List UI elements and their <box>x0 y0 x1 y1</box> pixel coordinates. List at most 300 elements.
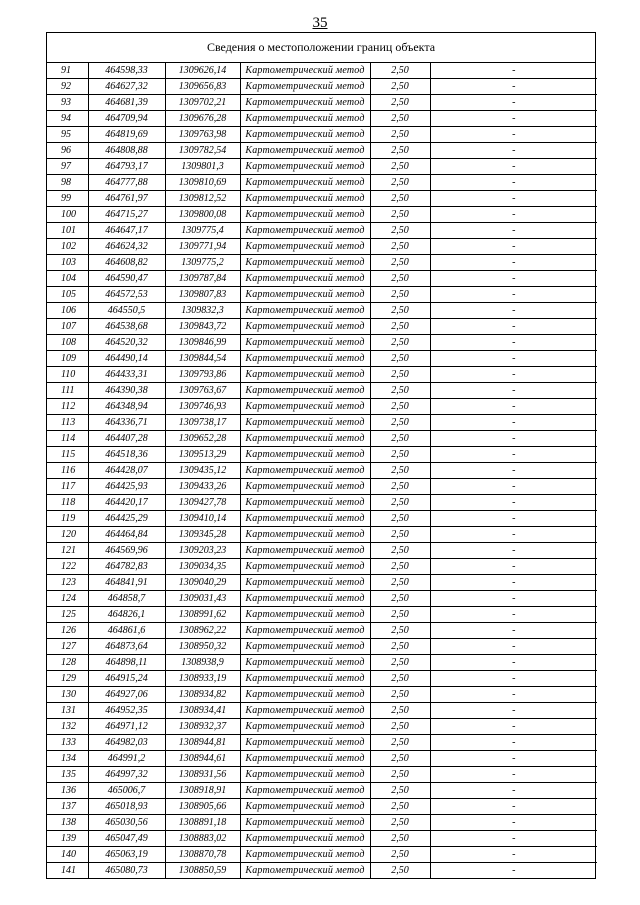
x-coordinate-cell: 464997,32 <box>88 767 165 783</box>
accuracy-cell: 2,50 <box>370 255 430 271</box>
accuracy-cell: 2,50 <box>370 207 430 223</box>
description-cell: - <box>430 223 597 239</box>
point-number-cell: 119 <box>47 511 88 527</box>
method-cell: Картометрический метод <box>240 671 370 687</box>
description-cell: - <box>430 159 597 175</box>
description-cell: - <box>430 335 597 351</box>
y-coordinate-cell: 1309702,21 <box>165 95 240 111</box>
point-number-cell: 121 <box>47 543 88 559</box>
description-cell: - <box>430 527 597 543</box>
y-coordinate-cell: 1309801,3 <box>165 159 240 175</box>
table-row <box>47 479 597 495</box>
x-coordinate-cell: 464841,91 <box>88 575 165 591</box>
description-cell: - <box>430 543 597 559</box>
point-number-cell: 134 <box>47 751 88 767</box>
description-cell: - <box>430 703 597 719</box>
description-cell: - <box>430 847 597 863</box>
accuracy-cell: 2,50 <box>370 623 430 639</box>
table-row <box>47 303 597 319</box>
description-cell: - <box>430 671 597 687</box>
y-coordinate-cell: 1309812,52 <box>165 191 240 207</box>
x-coordinate-cell: 464952,35 <box>88 703 165 719</box>
table-caption: Сведения о местоположении границ объекта <box>47 33 595 63</box>
table-row <box>47 623 597 639</box>
point-number-cell: 108 <box>47 335 88 351</box>
table-row <box>47 383 597 399</box>
accuracy-cell: 2,50 <box>370 767 430 783</box>
x-coordinate-cell: 464433,31 <box>88 367 165 383</box>
x-coordinate-cell: 464826,1 <box>88 607 165 623</box>
point-number-cell: 130 <box>47 687 88 703</box>
table-row <box>47 447 597 463</box>
method-cell: Картометрический метод <box>240 175 370 191</box>
description-cell: - <box>430 511 597 527</box>
y-coordinate-cell: 1309433,26 <box>165 479 240 495</box>
table-row <box>47 815 597 831</box>
description-cell: - <box>430 239 597 255</box>
point-number-cell: 129 <box>47 671 88 687</box>
accuracy-cell: 2,50 <box>370 351 430 367</box>
table-row <box>47 751 597 767</box>
point-number-cell: 111 <box>47 383 88 399</box>
point-number-cell: 141 <box>47 863 88 879</box>
x-coordinate-cell: 464991,2 <box>88 751 165 767</box>
accuracy-cell: 2,50 <box>370 479 430 495</box>
y-coordinate-cell: 1309832,3 <box>165 303 240 319</box>
y-coordinate-cell: 1308944,61 <box>165 751 240 767</box>
y-coordinate-cell: 1308918,91 <box>165 783 240 799</box>
point-number-cell: 100 <box>47 207 88 223</box>
accuracy-cell: 2,50 <box>370 95 430 111</box>
method-cell: Картометрический метод <box>240 95 370 111</box>
point-number-cell: 107 <box>47 319 88 335</box>
description-cell: - <box>430 799 597 815</box>
table-row <box>47 175 597 191</box>
accuracy-cell: 2,50 <box>370 271 430 287</box>
point-number-cell: 122 <box>47 559 88 575</box>
description-cell: - <box>430 79 597 95</box>
x-coordinate-cell: 464336,71 <box>88 415 165 431</box>
method-cell: Картометрический метод <box>240 863 370 879</box>
accuracy-cell: 2,50 <box>370 847 430 863</box>
table-row <box>47 207 597 223</box>
table-row <box>47 255 597 271</box>
accuracy-cell: 2,50 <box>370 495 430 511</box>
description-cell: - <box>430 255 597 271</box>
y-coordinate-cell: 1308931,56 <box>165 767 240 783</box>
method-cell: Картометрический метод <box>240 655 370 671</box>
method-cell: Картометрический метод <box>240 527 370 543</box>
accuracy-cell: 2,50 <box>370 863 430 879</box>
point-number-cell: 124 <box>47 591 88 607</box>
y-coordinate-cell: 1309763,67 <box>165 383 240 399</box>
table-row <box>47 799 597 815</box>
table-row <box>47 735 597 751</box>
accuracy-cell: 2,50 <box>370 431 430 447</box>
table-row <box>47 719 597 735</box>
method-cell: Картометрический метод <box>240 319 370 335</box>
y-coordinate-cell: 1309034,35 <box>165 559 240 575</box>
point-number-cell: 127 <box>47 639 88 655</box>
method-cell: Картометрический метод <box>240 159 370 175</box>
table-row <box>47 191 597 207</box>
method-cell: Картометрический метод <box>240 623 370 639</box>
x-coordinate-cell: 464709,94 <box>88 111 165 127</box>
x-coordinate-cell: 464873,64 <box>88 639 165 655</box>
y-coordinate-cell: 1309775,4 <box>165 223 240 239</box>
table-row <box>47 671 597 687</box>
y-coordinate-cell: 1309746,93 <box>165 399 240 415</box>
x-coordinate-cell: 464598,33 <box>88 63 165 79</box>
x-coordinate-cell: 465006,7 <box>88 783 165 799</box>
y-coordinate-cell: 1309203,23 <box>165 543 240 559</box>
x-coordinate-cell: 464538,68 <box>88 319 165 335</box>
method-cell: Картометрический метод <box>240 367 370 383</box>
description-cell: - <box>430 287 597 303</box>
table-row <box>47 351 597 367</box>
accuracy-cell: 2,50 <box>370 607 430 623</box>
point-number-cell: 120 <box>47 527 88 543</box>
point-number-cell: 94 <box>47 111 88 127</box>
accuracy-cell: 2,50 <box>370 127 430 143</box>
description-cell: - <box>430 831 597 847</box>
point-number-cell: 106 <box>47 303 88 319</box>
method-cell: Картометрический метод <box>240 767 370 783</box>
x-coordinate-cell: 464550,5 <box>88 303 165 319</box>
table-row <box>47 591 597 607</box>
accuracy-cell: 2,50 <box>370 239 430 255</box>
y-coordinate-cell: 1309771,94 <box>165 239 240 255</box>
table-row <box>47 767 597 783</box>
point-number-cell: 104 <box>47 271 88 287</box>
x-coordinate-cell: 464915,24 <box>88 671 165 687</box>
y-coordinate-cell: 1308938,9 <box>165 655 240 671</box>
table-row <box>47 607 597 623</box>
method-cell: Картометрический метод <box>240 591 370 607</box>
table-row <box>47 783 597 799</box>
point-number-cell: 125 <box>47 607 88 623</box>
point-number-cell: 103 <box>47 255 88 271</box>
point-number-cell: 115 <box>47 447 88 463</box>
description-cell: - <box>430 623 597 639</box>
method-cell: Картометрический метод <box>240 719 370 735</box>
description-cell: - <box>430 719 597 735</box>
method-cell: Картометрический метод <box>240 415 370 431</box>
x-coordinate-cell: 464777,88 <box>88 175 165 191</box>
point-number-cell: 97 <box>47 159 88 175</box>
method-cell: Картометрический метод <box>240 335 370 351</box>
accuracy-cell: 2,50 <box>370 543 430 559</box>
description-cell: - <box>430 495 597 511</box>
boundary-coordinates-table <box>46 32 596 879</box>
y-coordinate-cell: 1308933,19 <box>165 671 240 687</box>
x-coordinate-cell: 464858,7 <box>88 591 165 607</box>
table-row <box>47 159 597 175</box>
y-coordinate-cell: 1308932,37 <box>165 719 240 735</box>
x-coordinate-cell: 465063,19 <box>88 847 165 863</box>
y-coordinate-cell: 1309031,43 <box>165 591 240 607</box>
point-number-cell: 102 <box>47 239 88 255</box>
method-cell: Картометрический метод <box>240 543 370 559</box>
accuracy-cell: 2,50 <box>370 719 430 735</box>
x-coordinate-cell: 464425,93 <box>88 479 165 495</box>
method-cell: Картометрический метод <box>240 207 370 223</box>
table-row <box>47 687 597 703</box>
point-number-cell: 138 <box>47 815 88 831</box>
y-coordinate-cell: 1308850,59 <box>165 863 240 879</box>
point-number-cell: 105 <box>47 287 88 303</box>
accuracy-cell: 2,50 <box>370 559 430 575</box>
y-coordinate-cell: 1309656,83 <box>165 79 240 95</box>
method-cell: Картометрический метод <box>240 399 370 415</box>
coordinates-table-body <box>47 63 597 878</box>
table-row <box>47 63 597 79</box>
point-number-cell: 117 <box>47 479 88 495</box>
method-cell: Картометрический метод <box>240 639 370 655</box>
x-coordinate-cell: 464647,17 <box>88 223 165 239</box>
table-row <box>47 95 597 111</box>
method-cell: Картометрический метод <box>240 63 370 79</box>
x-coordinate-cell: 464861,6 <box>88 623 165 639</box>
table-row <box>47 127 597 143</box>
table-row <box>47 319 597 335</box>
accuracy-cell: 2,50 <box>370 159 430 175</box>
point-number-cell: 110 <box>47 367 88 383</box>
method-cell: Картометрический метод <box>240 575 370 591</box>
table-row <box>47 543 597 559</box>
method-cell: Картометрический метод <box>240 79 370 95</box>
accuracy-cell: 2,50 <box>370 175 430 191</box>
accuracy-cell: 2,50 <box>370 671 430 687</box>
description-cell: - <box>430 815 597 831</box>
y-coordinate-cell: 1308962,22 <box>165 623 240 639</box>
point-number-cell: 99 <box>47 191 88 207</box>
description-cell: - <box>430 431 597 447</box>
description-cell: - <box>430 751 597 767</box>
method-cell: Картометрический метод <box>240 287 370 303</box>
x-coordinate-cell: 465030,56 <box>88 815 165 831</box>
x-coordinate-cell: 464971,12 <box>88 719 165 735</box>
description-cell: - <box>430 143 597 159</box>
y-coordinate-cell: 1309843,72 <box>165 319 240 335</box>
table-row <box>47 655 597 671</box>
method-cell: Картометрический метод <box>240 751 370 767</box>
description-cell: - <box>430 319 597 335</box>
x-coordinate-cell: 464569,96 <box>88 543 165 559</box>
accuracy-cell: 2,50 <box>370 415 430 431</box>
description-cell: - <box>430 207 597 223</box>
accuracy-cell: 2,50 <box>370 527 430 543</box>
y-coordinate-cell: 1309775,2 <box>165 255 240 271</box>
accuracy-cell: 2,50 <box>370 79 430 95</box>
x-coordinate-cell: 464464,84 <box>88 527 165 543</box>
method-cell: Картометрический метод <box>240 831 370 847</box>
x-coordinate-cell: 464927,06 <box>88 687 165 703</box>
description-cell: - <box>430 367 597 383</box>
table-row <box>47 79 597 95</box>
method-cell: Картометрический метод <box>240 127 370 143</box>
y-coordinate-cell: 1309810,69 <box>165 175 240 191</box>
description-cell: - <box>430 63 597 79</box>
accuracy-cell: 2,50 <box>370 319 430 335</box>
description-cell: - <box>430 463 597 479</box>
method-cell: Картометрический метод <box>240 303 370 319</box>
x-coordinate-cell: 464608,82 <box>88 255 165 271</box>
method-cell: Картометрический метод <box>240 815 370 831</box>
point-number-cell: 118 <box>47 495 88 511</box>
point-number-cell: 136 <box>47 783 88 799</box>
table-row <box>47 863 597 879</box>
table-row <box>47 399 597 415</box>
x-coordinate-cell: 464761,97 <box>88 191 165 207</box>
table-row <box>47 559 597 575</box>
method-cell: Картометрический метод <box>240 383 370 399</box>
accuracy-cell: 2,50 <box>370 575 430 591</box>
y-coordinate-cell: 1308934,41 <box>165 703 240 719</box>
description-cell: - <box>430 767 597 783</box>
accuracy-cell: 2,50 <box>370 655 430 671</box>
method-cell: Картометрический метод <box>240 255 370 271</box>
y-coordinate-cell: 1309513,29 <box>165 447 240 463</box>
description-cell: - <box>430 639 597 655</box>
x-coordinate-cell: 464520,32 <box>88 335 165 351</box>
y-coordinate-cell: 1309040,29 <box>165 575 240 591</box>
accuracy-cell: 2,50 <box>370 735 430 751</box>
table-row <box>47 847 597 863</box>
x-coordinate-cell: 464407,28 <box>88 431 165 447</box>
table-row <box>47 287 597 303</box>
y-coordinate-cell: 1308883,02 <box>165 831 240 847</box>
page-number: 35 <box>312 15 328 31</box>
x-coordinate-cell: 464793,17 <box>88 159 165 175</box>
x-coordinate-cell: 464425,29 <box>88 511 165 527</box>
description-cell: - <box>430 415 597 431</box>
accuracy-cell: 2,50 <box>370 383 430 399</box>
method-cell: Картометрический метод <box>240 559 370 575</box>
y-coordinate-cell: 1309676,28 <box>165 111 240 127</box>
accuracy-cell: 2,50 <box>370 399 430 415</box>
y-coordinate-cell: 1309626,14 <box>165 63 240 79</box>
y-coordinate-cell: 1309345,28 <box>165 527 240 543</box>
method-cell: Картометрический метод <box>240 447 370 463</box>
description-cell: - <box>430 191 597 207</box>
method-cell: Картометрический метод <box>240 431 370 447</box>
table-row <box>47 831 597 847</box>
point-number-cell: 98 <box>47 175 88 191</box>
method-cell: Картометрический метод <box>240 703 370 719</box>
x-coordinate-cell: 464572,53 <box>88 287 165 303</box>
x-coordinate-cell: 464390,38 <box>88 383 165 399</box>
table-row <box>47 271 597 287</box>
accuracy-cell: 2,50 <box>370 783 430 799</box>
method-cell: Картометрический метод <box>240 783 370 799</box>
y-coordinate-cell: 1308891,18 <box>165 815 240 831</box>
method-cell: Картометрический метод <box>240 223 370 239</box>
description-cell: - <box>430 383 597 399</box>
accuracy-cell: 2,50 <box>370 223 430 239</box>
description-cell: - <box>430 607 597 623</box>
point-number-cell: 91 <box>47 63 88 79</box>
point-number-cell: 95 <box>47 127 88 143</box>
y-coordinate-cell: 1309782,54 <box>165 143 240 159</box>
x-coordinate-cell: 465018,93 <box>88 799 165 815</box>
point-number-cell: 123 <box>47 575 88 591</box>
y-coordinate-cell: 1309846,99 <box>165 335 240 351</box>
accuracy-cell: 2,50 <box>370 143 430 159</box>
point-number-cell: 139 <box>47 831 88 847</box>
table-row <box>47 495 597 511</box>
point-number-cell: 128 <box>47 655 88 671</box>
description-cell: - <box>430 175 597 191</box>
description-cell: - <box>430 559 597 575</box>
accuracy-cell: 2,50 <box>370 191 430 207</box>
method-cell: Картометрический метод <box>240 111 370 127</box>
y-coordinate-cell: 1309652,28 <box>165 431 240 447</box>
table-row <box>47 239 597 255</box>
point-number-cell: 140 <box>47 847 88 863</box>
description-cell: - <box>430 655 597 671</box>
x-coordinate-cell: 464808,88 <box>88 143 165 159</box>
description-cell: - <box>430 591 597 607</box>
y-coordinate-cell: 1309800,08 <box>165 207 240 223</box>
x-coordinate-cell: 464490,14 <box>88 351 165 367</box>
point-number-cell: 114 <box>47 431 88 447</box>
method-cell: Картометрический метод <box>240 607 370 623</box>
x-coordinate-cell: 464590,47 <box>88 271 165 287</box>
x-coordinate-cell: 464782,83 <box>88 559 165 575</box>
method-cell: Картометрический метод <box>240 687 370 703</box>
x-coordinate-cell: 464627,32 <box>88 79 165 95</box>
table-row <box>47 367 597 383</box>
accuracy-cell: 2,50 <box>370 287 430 303</box>
x-coordinate-cell: 464982,03 <box>88 735 165 751</box>
y-coordinate-cell: 1309763,98 <box>165 127 240 143</box>
point-number-cell: 135 <box>47 767 88 783</box>
table-row <box>47 639 597 655</box>
method-cell: Картометрический метод <box>240 511 370 527</box>
x-coordinate-cell: 464624,32 <box>88 239 165 255</box>
table-row <box>47 143 597 159</box>
y-coordinate-cell: 1308991,62 <box>165 607 240 623</box>
description-cell: - <box>430 783 597 799</box>
accuracy-cell: 2,50 <box>370 111 430 127</box>
y-coordinate-cell: 1308905,66 <box>165 799 240 815</box>
table-row <box>47 223 597 239</box>
description-cell: - <box>430 687 597 703</box>
accuracy-cell: 2,50 <box>370 831 430 847</box>
description-cell: - <box>430 271 597 287</box>
description-cell: - <box>430 447 597 463</box>
x-coordinate-cell: 464420,17 <box>88 495 165 511</box>
table-row <box>47 703 597 719</box>
description-cell: - <box>430 735 597 751</box>
accuracy-cell: 2,50 <box>370 591 430 607</box>
point-number-cell: 96 <box>47 143 88 159</box>
accuracy-cell: 2,50 <box>370 815 430 831</box>
table-row <box>47 575 597 591</box>
point-number-cell: 126 <box>47 623 88 639</box>
point-number-cell: 132 <box>47 719 88 735</box>
method-cell: Картометрический метод <box>240 239 370 255</box>
description-cell: - <box>430 479 597 495</box>
y-coordinate-cell: 1309427,78 <box>165 495 240 511</box>
method-cell: Картометрический метод <box>240 799 370 815</box>
description-cell: - <box>430 303 597 319</box>
point-number-cell: 109 <box>47 351 88 367</box>
point-number-cell: 137 <box>47 799 88 815</box>
description-cell: - <box>430 399 597 415</box>
method-cell: Картометрический метод <box>240 495 370 511</box>
